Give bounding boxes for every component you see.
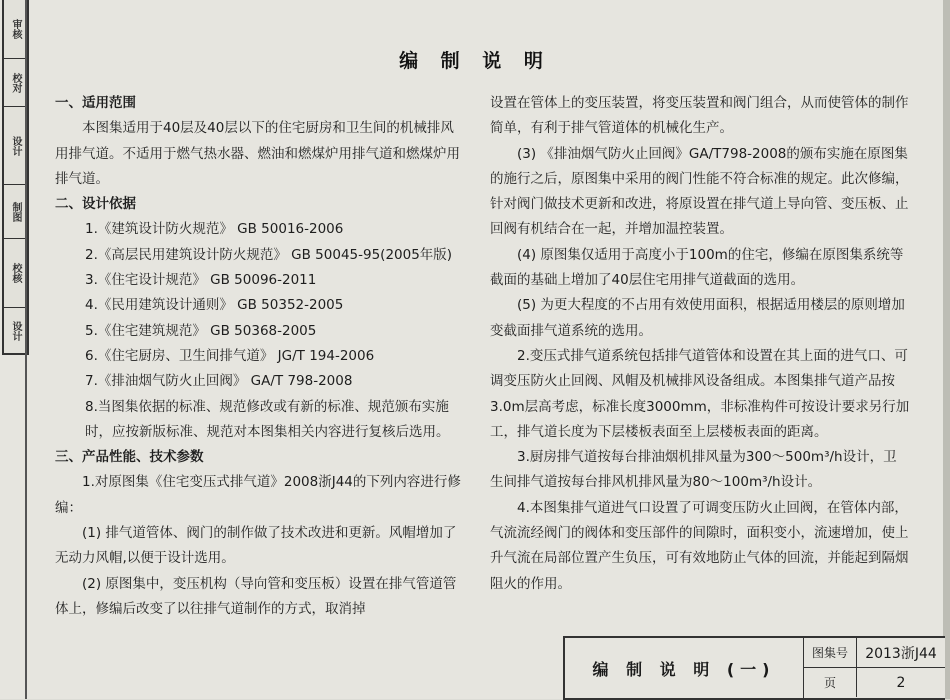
side-cell-design: 设计	[4, 107, 27, 185]
paragraph: (1) 排气道管体、阀门的制作做了技术改进和更新。风帽增加了无动力风帽,以便于设计选用。	[55, 525, 457, 567]
section-heading: 三、产品性能、技术参数	[55, 449, 204, 466]
reference-item: 7.《排油烟气防火止回阀》 GA/T 798-2008	[85, 373, 353, 390]
section-heading: 一、适用范围	[55, 95, 136, 111]
section-heading: 二、设计依据	[55, 196, 136, 213]
side-cell-designer: 设计	[10, 320, 21, 341]
paragraph: 设置在管体上的变压装置，将变压装置和阀门组合，从而使管体的制作简单，有利于排气管道体的机械化生产。	[490, 95, 909, 137]
paragraph: (5) 为更大程度的不占用有效使用面积，根据适用楼层的原则增加变截面排气道系统的选用。	[490, 297, 905, 339]
paragraph: (3) 《排油烟气防火止回阀》GA/T798-2008的颁布实施在原图集的施行之后，原图集中采用的阀门性能不符合标准的规定。此次修编，针对阀门做技术更新和改进，将原设置在排气道上导向管、变压板、止回阀有机结合在一起，并增加温控装置。	[490, 145, 909, 238]
right-edge	[943, 0, 950, 699]
paragraph: 1.对原图集《住宅变压式排气道》2008浙J44的下列内容进行修编：	[55, 474, 461, 516]
reference-item: 6.《住宅厨房、卫生间排气道》 JG/T 194-2006	[85, 347, 375, 364]
paragraph: 2.变压式排气道系统包括排气道管体和设置在其上面的进气口、可调变压防火止回阀、风帽及机械排风设备组成。本图集排气道产品按3.0m层高考虑，标准长度3000mm，非标准构件可按设计要求另行加工，排气道长度为下层楼板表面至上层楼板表面的距离。	[490, 347, 910, 440]
atlas-number-label: 图集号	[804, 638, 857, 668]
paragraph: 3.厨房排气道按每台排油烟机排风量为300～500m³/h设计，卫生间排气道按每台排风机排风量为80～100m³/h设计。	[490, 449, 897, 491]
reference-item: 5.《住宅建筑规范》 GB 50368-2005	[85, 322, 317, 339]
left-border-rule	[25, 0, 27, 699]
page-title: 编 制 说 明	[399, 50, 551, 72]
reference-item: 3.《住宅设计规范》 GB 50096-2011	[85, 272, 317, 289]
side-cell-proofread: 校对	[4, 59, 27, 107]
title-block-name: 编 制 说 明 (一)	[565, 638, 804, 698]
reference-item: 1.《建筑设计防火规范》 GB 50016-2006	[85, 221, 344, 238]
reference-item: 2.《高层民用建筑设计防火规范》 GB 50045-95(2005年版)	[85, 246, 453, 263]
page-number: 2	[896, 674, 906, 691]
reference-item: 8.当图集依据的标准、规范修改或有新的标准、规范颁布实施时，应按新版标准、规范对本图集相关内容进行复核后选用。	[85, 398, 450, 440]
paragraph: (4) 原图集仅适用于高度小于100m的住宅，修编在原图集系统等截面的基础上增加了40层住宅用排气道截面的选用。	[490, 246, 904, 289]
right-column	[490, 91, 910, 597]
reference-item: 4.《民用建筑设计通则》 GB 50352-2005	[85, 297, 344, 314]
page-label: 页	[804, 668, 857, 697]
title-block	[563, 636, 945, 700]
atlas-number-value: 2013浙J44	[857, 638, 945, 668]
paragraph: 本图集适用于40层及40层以下的住宅厨房和卫生间的机械排风用排气道。不适用于燃气热水器、燃油和燃煤炉用排气道和燃煤炉用排气道。	[55, 120, 460, 187]
left-column	[55, 91, 465, 622]
side-cell-approve: 审核	[4, 0, 27, 59]
side-cell-check: 校核	[4, 239, 27, 308]
side-cell-draw: 制图	[4, 185, 27, 239]
paragraph: (2) 原图集中，变压机构（导向管和变压板）设置在排气管道管体上，修编后改变了以往排气道制作的方式，取消掉	[55, 575, 457, 617]
paragraph: 4.本图集排气道进气口设置了可调变压防火止回阀，在管体内部，气流流经阀门的阀体和变压部件的间隙时，面积变小，流速增加，使上升气流在局部位置产生负压，可有效地防止气体的回流，并能起到隔烟阻火的作用。	[490, 499, 909, 592]
